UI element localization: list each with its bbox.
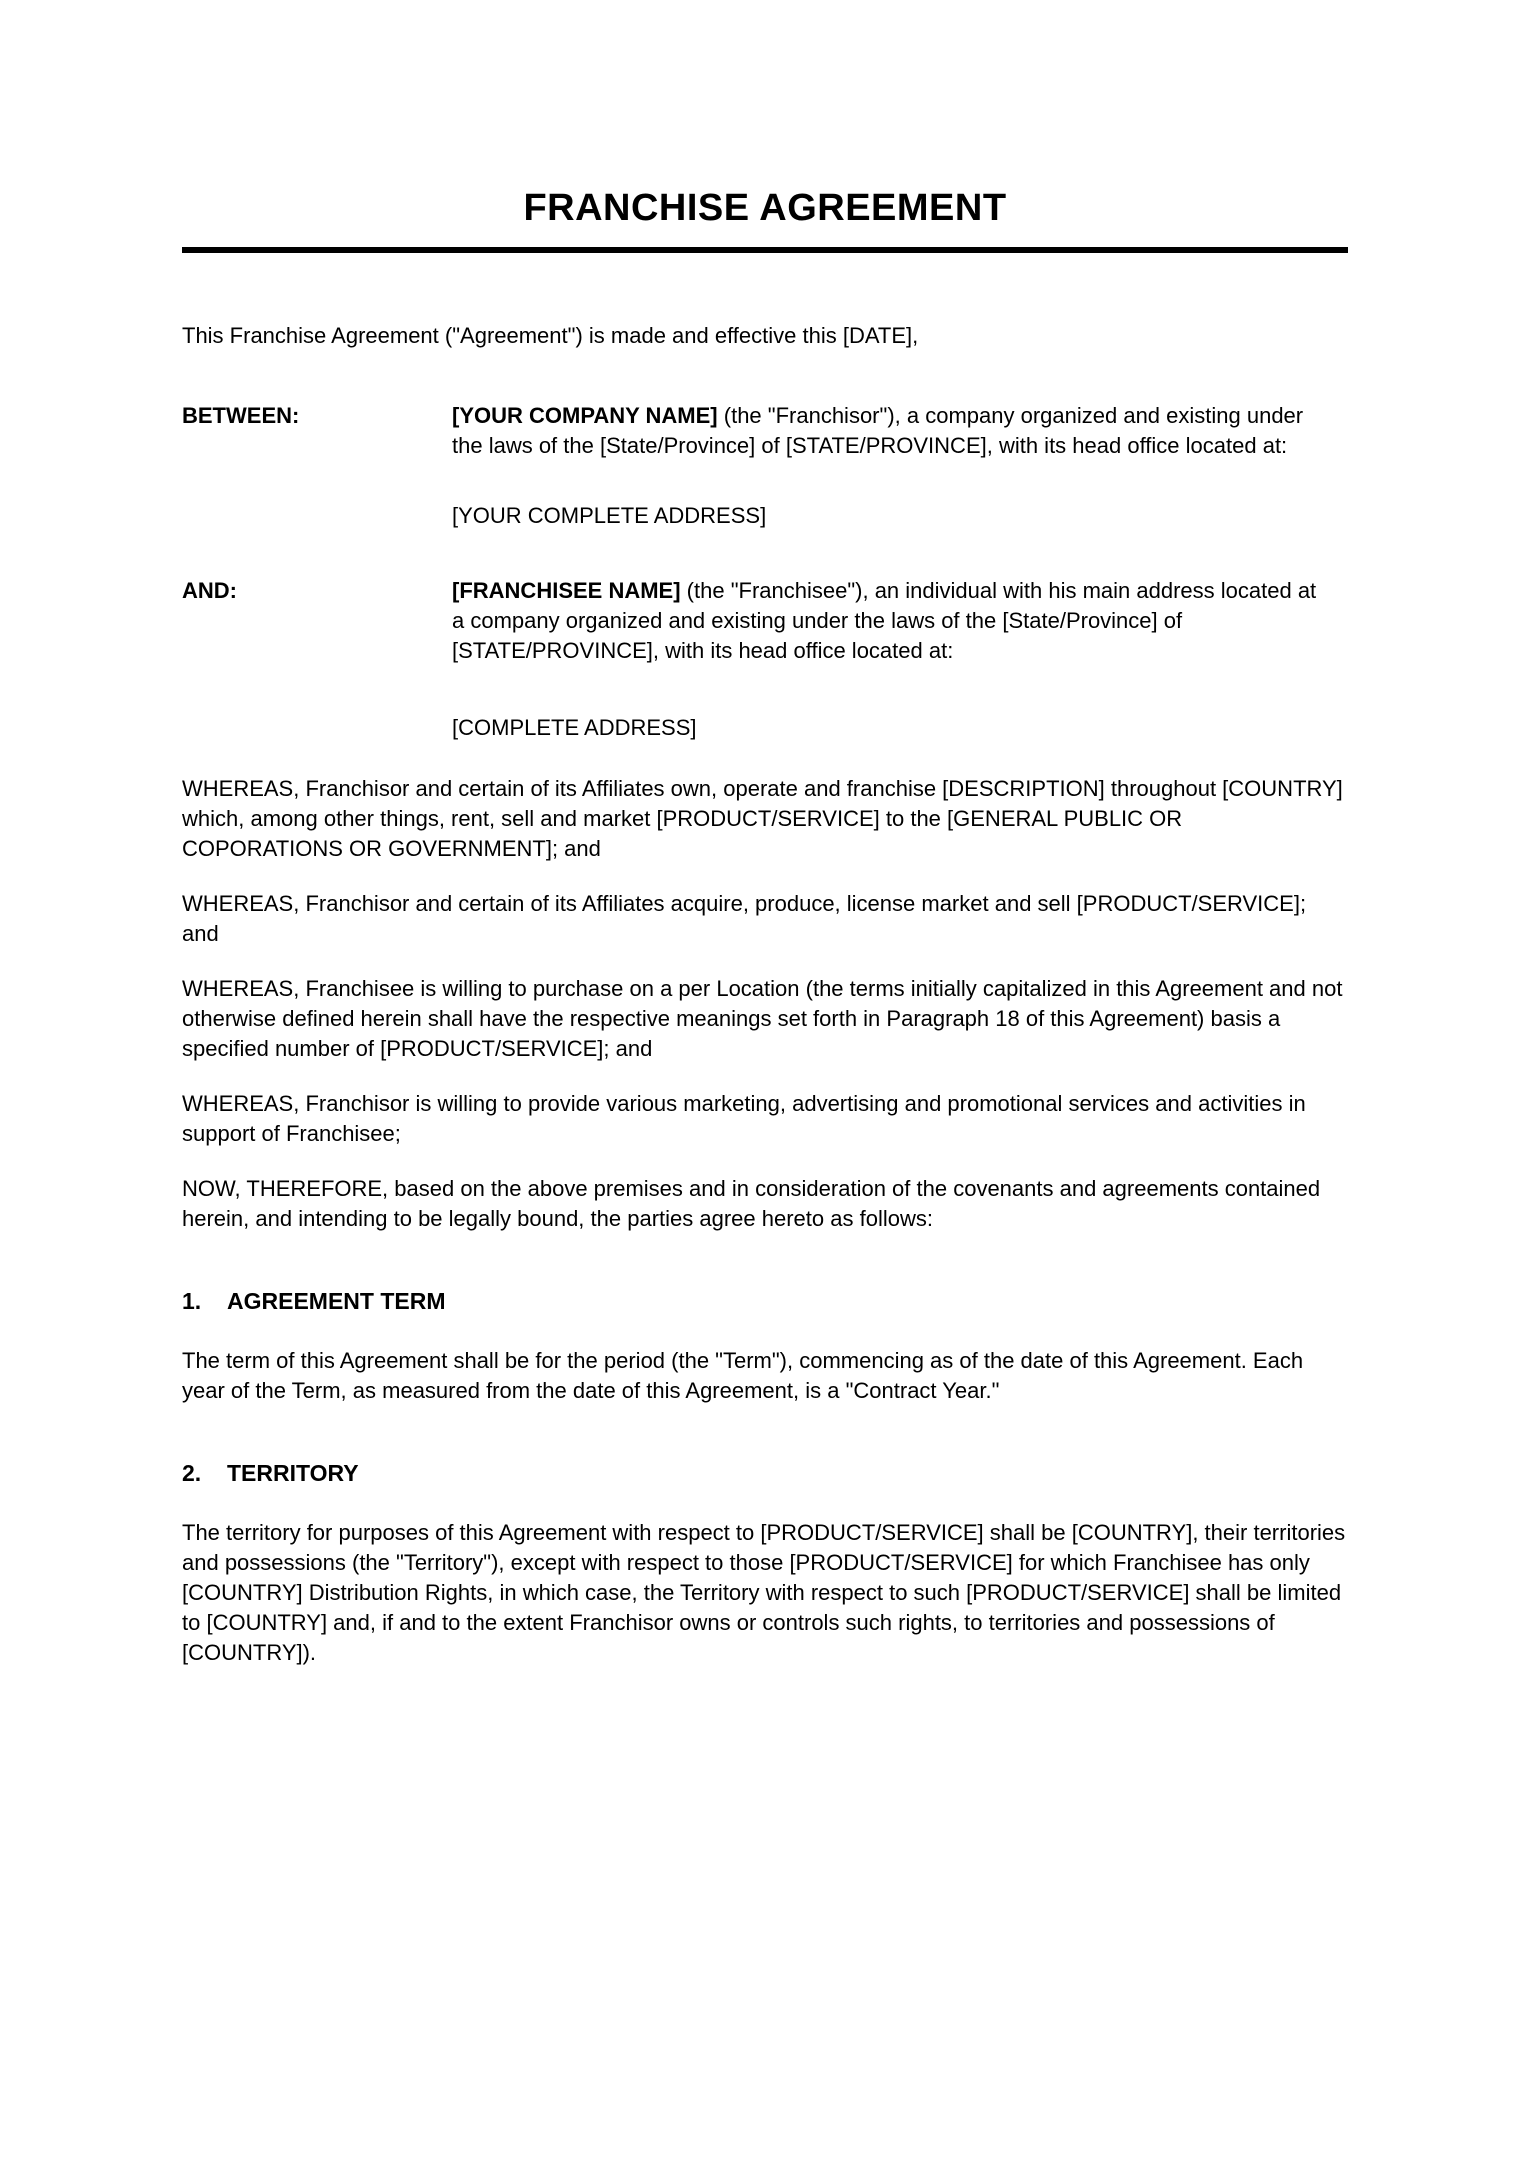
between-text: (the "Franchisor"), a company organized and existing under the laws of the [State/Province] of [STATE/PROVINCE], with its head office located at: <box>452 403 1310 458</box>
now-therefore-paragraph: NOW, THEREFORE, based on the above premises and in consideration of the covenants and agreements contained herein, and intending to be legally bound, the parties agree hereto as follows: <box>182 1176 1321 1231</box>
recital-paragraph: WHEREAS, Franchisor is willing to provide various marketing, advertising and promotional services and activities in support of Franchisee; <box>182 1091 1306 1146</box>
section-title: TERRITORY <box>227 1460 359 1486</box>
and-description <box>452 576 1366 666</box>
document-page <box>0 186 1530 2166</box>
section-number: 2. <box>182 1460 202 1486</box>
between-label: BETWEEN: <box>182 403 300 428</box>
and-label: AND: <box>182 578 237 603</box>
title-rule <box>182 247 1348 253</box>
section-territory <box>182 1458 1348 1668</box>
recitals-block <box>182 774 1348 1234</box>
section-body: The territory for purposes of this Agreement with respect to [PRODUCT/SERVICE] shall be [COUNTRY], their territories and possessions (the "Territory"), except with respect to those [PRODUCT/SERVICE] for which Franchisee has only [COUNTRY] Distribution Rights, in which case, the Territory with respect to such [PRODUCT/SERVICE] shall be limited to [COUNTRY] and, if and to the extent Franchisor owns or controls such rights, to territories and possessions of [COUNTRY]). <box>182 1520 1346 1665</box>
recital-paragraph: WHEREAS, Franchisor and certain of its Affiliates acquire, produce, license market and sell [PRODUCT/SERVICE]; and <box>182 891 1307 946</box>
section-body: The term of this Agreement shall be for the period (the "Term"), commencing as of the date of this Agreement. Each year of the Term, as measured from the date of this Agreement, is a "Contract Year." <box>182 1348 1304 1403</box>
parties-block <box>182 401 1366 743</box>
document-title: FRANCHISE AGREEMENT <box>523 187 1007 229</box>
section-number: 1. <box>182 1288 202 1314</box>
and-text: (the "Franchisee"), an individual with his main address located at a company organized and existing under the laws of the [State/Province] of [STATE/PROVINCE], with its head office located at: <box>452 578 1366 663</box>
party-row-and <box>182 576 1366 666</box>
franchisee-name-placeholder: [FRANCHISEE NAME] <box>452 578 681 603</box>
section-agreement-term <box>182 1286 1348 1406</box>
section-heading <box>182 1286 1348 1316</box>
section-title: AGREEMENT TERM <box>227 1288 446 1314</box>
intro-paragraph: This Franchise Agreement ("Agreement") is made and effective this [DATE], <box>182 323 919 348</box>
recital-paragraph: WHEREAS, Franchisee is willing to purchase on a per Location (the terms initially capitalized in this Agreement and not otherwise defined herein shall have the respective meanings set forth in Paragraph 18 of this Agreement) basis a specified number of [PRODUCT/SERVICE]; and <box>182 976 1343 1061</box>
franchisor-address-placeholder: [YOUR COMPLETE ADDRESS] <box>452 503 767 528</box>
franchisee-address-placeholder: [COMPLETE ADDRESS] <box>452 715 697 740</box>
recital-paragraph: WHEREAS, Franchisor and certain of its Affiliates own, operate and franchise [DESCRIPTION] throughout [COUNTRY] which, among other things, rent, sell and market [PRODUCT/SERVICE] to the [GENERAL PUBLIC OR COPORATIONS OR GOVERNMENT]; and <box>182 776 1343 861</box>
party-row-between <box>182 401 1348 461</box>
franchisor-name-placeholder: [YOUR COMPANY NAME] <box>452 403 718 428</box>
between-description <box>452 401 1332 461</box>
section-heading <box>182 1458 1348 1488</box>
